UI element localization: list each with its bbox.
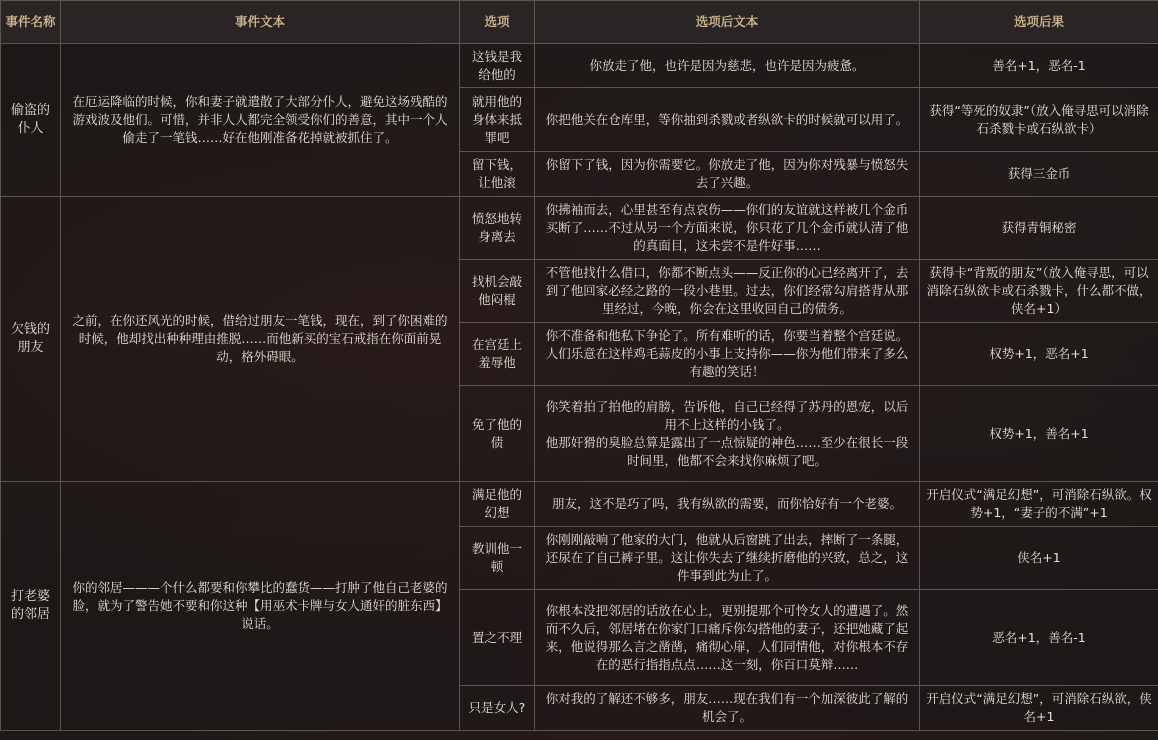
- after-text-cell: 你笑着拍了拍他的肩膀，告诉他，自己已经得了苏丹的恩宠，以后用不上这样的小钱了。 他那奸猾的臭脸总算是露出了一点惊疑的神色……至少在很长一段时间里，他都不会来找你麻烦了吧。: [535, 386, 920, 482]
- option-cell: 只是女人?: [460, 686, 535, 731]
- after-text-cell: 你根本没把邻居的话放在心上，更别提那个可怜女人的遭遇了。然而不久后，邻居堵在你家门口痛斥你勾搭他的妻子，还把她藏了起来，他说得那么言之凿凿，痛彻心扉，人们同情他，对你根本不存在的恶行指指点点……这一刻，你百口莫辩……: [535, 590, 920, 686]
- event-name-cell: 偷盗的仆人: [1, 44, 61, 197]
- option-cell: 就用他的身体来抵罪吧: [460, 88, 535, 152]
- option-cell: 愤怒地转身离去: [460, 197, 535, 260]
- event-name-cell: 打老婆的邻居: [1, 482, 61, 731]
- after-text-cell: 你不准备和他私下争论了。所有难听的话，你要当着整个宫廷说。人们乐意在这样鸡毛蒜皮的小事上支持你——你为他们带来了多么有趣的笑话！: [535, 323, 920, 386]
- after-text-cell: 你拂袖而去，心里甚至有点哀伤——你们的友谊就这样被几个金币买断了……不过从另一个方面来说，你只花了几个金币就认清了他的真面目，这未尝不是件好事……: [535, 197, 920, 260]
- after-text-cell: 你把他关在仓库里，等你抽到杀戮或者纵欲卡的时候就可以用了。: [535, 88, 920, 152]
- event-text-cell: 你的邻居———个什么都要和你攀比的蠢货——打肿了他自己老婆的脸，就为了警告她不要和你这种【用巫术卡牌与女人通奸的脏东西】说话。: [61, 482, 460, 731]
- after-text-cell: 你留下了钱，因为你需要它。你放走了他，因为你对残暴与愤怒失去了兴趣。: [535, 152, 920, 197]
- event-text-cell: 之前，在你还风光的时候，借给过朋友一笔钱，现在，到了你困难的时候，他却找出种种理由推脱……而他新买的宝石戒指在你面前晃动，格外碍眼。: [61, 197, 460, 482]
- option-cell: 留下钱，让他滚: [460, 152, 535, 197]
- result-cell: 获得青铜秘密: [920, 197, 1158, 260]
- after-text-cell: 你放走了他，也许是因为慈悲，也许是因为疲惫。: [535, 44, 920, 88]
- after-text-cell: 你对我的了解还不够多，朋友……现在我们有一个加深彼此了解的机会了。: [535, 686, 920, 731]
- result-cell: 权势+1，善名+1: [920, 386, 1158, 482]
- option-cell: 教训他一顿: [460, 527, 535, 590]
- event-text-cell: 在厄运降临的时候，你和妻子就遣散了大部分仆人，避免这场残酷的游戏波及他们。可惜，并非人人都完全领受你们的善意，其中一个人偷走了一笔钱……好在他刚准备花掉就被抓住了。: [61, 44, 460, 197]
- result-cell: 侠名+1: [920, 527, 1158, 590]
- after-text-cell: 朋友，这不是巧了吗，我有纵欲的需要，而你恰好有一个老婆。: [535, 482, 920, 527]
- table-row: [1, 482, 1158, 527]
- header-event-text: 事件文本: [61, 1, 460, 44]
- event-name-cell: 欠钱的朋友: [1, 197, 61, 482]
- option-cell: 这钱是我给他的: [460, 44, 535, 88]
- option-cell: 免了他的债: [460, 386, 535, 482]
- result-cell: 善名+1，恶名-1: [920, 44, 1158, 88]
- option-cell: 在宫廷上羞辱他: [460, 323, 535, 386]
- result-cell: 获得卡“背叛的朋友”（放入俺寻思，可以消除石纵欲卡或石杀戮卡，什么都不做，侠名+1）: [920, 260, 1158, 323]
- result-cell: 获得三金币: [920, 152, 1158, 197]
- header-row: [1, 1, 1158, 44]
- result-cell: 获得“等死的奴隶”（放入俺寻思可以消除石杀戮卡或石纵欲卡）: [920, 88, 1158, 152]
- table-row: [1, 44, 1158, 88]
- result-cell: 权势+1，恶名+1: [920, 323, 1158, 386]
- header-result: 选项后果: [920, 1, 1158, 44]
- result-cell: 开启仪式“满足幻想”，可消除石纵欲，侠名+1: [920, 686, 1158, 731]
- header-option: 选项: [460, 1, 535, 44]
- result-cell: 恶名+1，善名-1: [920, 590, 1158, 686]
- table-row: [1, 197, 1158, 260]
- option-cell: 找机会敲他闷棍: [460, 260, 535, 323]
- after-text-cell: 你刚刚敲响了他家的大门，他就从后窗跳了出去，摔断了一条腿，还尿在了自己裤子里。这让你失去了继续折磨他的兴致，总之，这件事到此为止了。: [535, 527, 920, 590]
- header-after-text: 选项后文本: [535, 1, 920, 44]
- result-cell: 开启仪式“满足幻想”，可消除石纵欲。权势+1，“妻子的不满”+1: [920, 482, 1158, 527]
- option-cell: 置之不理: [460, 590, 535, 686]
- option-cell: 满足他的幻想: [460, 482, 535, 527]
- after-text-cell: 不管他找什么借口，你都不断点头——反正你的心已经离开了，去到了他回家必经之路的一段小巷里。过去，你们经常勾肩搭背从那里经过，今晚，你会在这里收回自己的债务。: [535, 260, 920, 323]
- header-event-name: 事件名称: [1, 1, 61, 44]
